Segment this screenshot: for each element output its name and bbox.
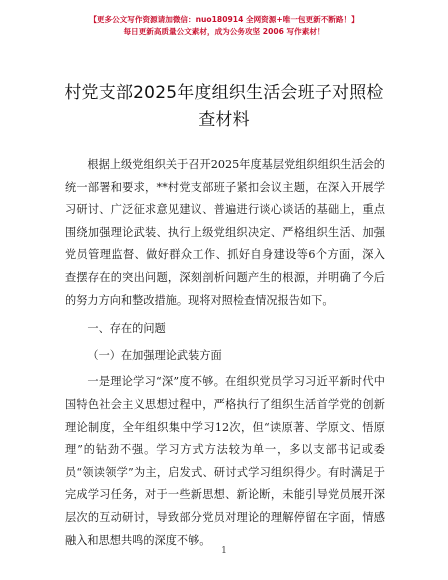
section-heading: 一、存在的问题 <box>87 322 166 336</box>
promo-banner-line2: 每日更新高质量公文素材，成为公务攻坚 2006 写作素材！ <box>123 27 325 36</box>
body-paragraph: 一是理论学习“深”度不够。在组织党员学习习近平新时代中国特色社会主义思想过程中，严格执行了组织生活首学党的创新理论制度，全年组织集中学习12次，但“读原著、学原文、悟原理”的钻劲不强。学习方式方法较为单一，多以支部书记或委员“领读领学”为主，启发式、研讨式学习组织得少。有时满足于完成学习任务，对于一些新思想、新论断，未能引导党员展开深层次的互动研讨，导致部分党员对理论的理解停留在字面，情感融入和思想共鸣的深度不够。 <box>65 375 385 547</box>
document-body <box>65 154 385 552</box>
intro-paragraph: 根据上级党组织关于召开2025年度基层党组织组织生活会的统一部署和要求，**村党支部班子紧扣会议主题，在深入开展学习研讨、广泛征求意见建议、普遍进行谈心谈话的基础上，重点围绕加强理论武装、执行上级党组织决定、严格组织生活、加强党员管理监督、做好群众工作、抓好自身建设等6个方面，深入查摆存在的突出问题，深刻剖析问题产生的根源，并明确了今后的努力方向和整改措施。现将对照检查情况报告如下。 <box>65 158 385 307</box>
promo-banner-line1: 【更多公文写作资源请加微信：nuo180914 全网资源+唯一包更新不断路！】 <box>89 15 359 24</box>
promo-banner <box>0 14 448 38</box>
page-number: 1 <box>221 546 227 556</box>
subsection-heading: （一）在加强理论武装方面 <box>87 348 222 362</box>
document-title: 村党支部2025年度组织生活会班子对照检查材料 <box>64 83 384 130</box>
